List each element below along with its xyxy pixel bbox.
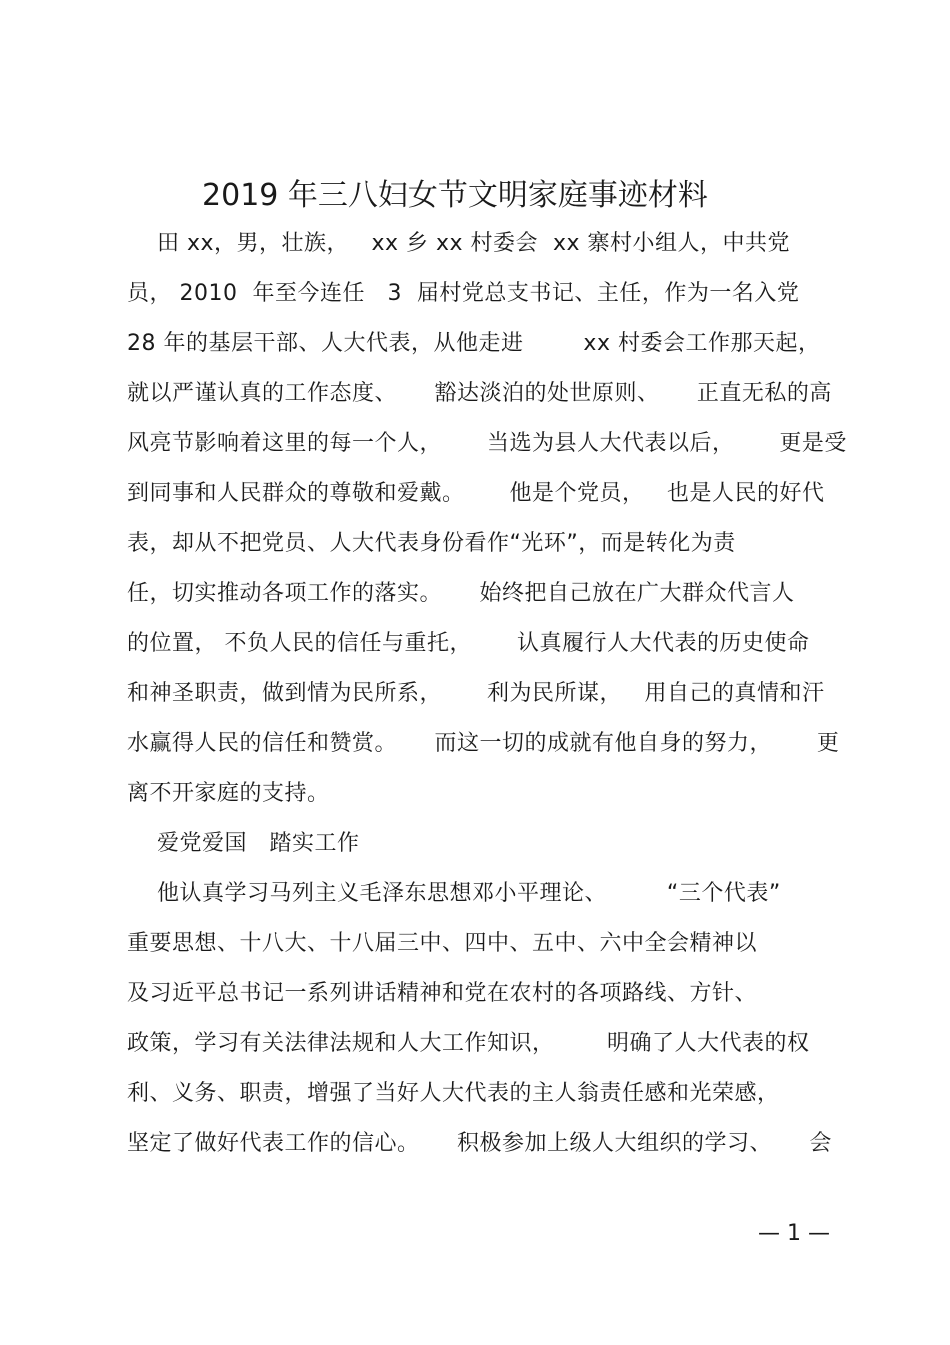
- body-line: 及习近平总书记一系列讲话精神和党在农村的各项路线、方针、: [127, 981, 758, 1006]
- body-line: 他认真学习马列主义毛泽东思想邓小平理论、 “三个代表”: [127, 881, 781, 906]
- body-line: 重要思想、十八大、十八届三中、四中、五中、六中全会精神以: [127, 931, 758, 956]
- body-line: 离不开家庭的支持。: [127, 781, 330, 806]
- body-line: 风亮节影响着这里的每一个人， 当选为县人大代表以后， 更是受: [127, 431, 847, 456]
- body-line: 到同事和人民群众的尊敬和爱戴。 他是个党员， 也是人民的好代: [127, 481, 825, 506]
- body-line: 28 年的基层干部、人大代表，从他走进 xx 村委会工作那天起，: [127, 331, 821, 356]
- body-line: 任，切实推动各项工作的落实。 始终把自己放在广大群众代言人: [127, 581, 795, 606]
- body-line: 表，却从不把党员、人大代表身份看作“光环”，而是转化为责: [127, 531, 736, 556]
- body-line: 田 xx，男，壮族， xx 乡 xx 村委会 xx 寨村小组人，中共党: [127, 231, 791, 256]
- body-line: 员， 2010 年至今连任 3 届村党总支书记、主任，作为一名入党: [127, 281, 800, 306]
- body-line: 的位置， 不负人民的信任与重托， 认真履行人大代表的历史使命: [127, 631, 810, 656]
- body-line: 坚定了做好代表工作的信心。 积极参加上级人大组织的学习、 会: [127, 1131, 832, 1156]
- section-heading: 爱党爱国 踏实工作: [127, 831, 360, 856]
- body-line: 就以严谨认真的工作态度、 豁达淡泊的处世原则、 正直无私的高: [127, 381, 832, 406]
- body-line: 政策，学习有关法律法规和人大工作知识， 明确了人大代表的权: [127, 1031, 810, 1056]
- body-line: 水赢得人民的信任和赞赏。 而这一切的成就有他自身的努力， 更: [127, 731, 840, 756]
- document-title: 2019 年三八妇女节文明家庭事迹材料: [202, 178, 708, 213]
- body-line: 利、义务、职责，增强了当好人大代表的主人翁责任感和光荣感，: [127, 1081, 780, 1106]
- page-number: — 1 —: [758, 1221, 830, 1246]
- body-line: 和神圣职责，做到情为民所系， 利为民所谋， 用自己的真情和汗: [127, 681, 825, 706]
